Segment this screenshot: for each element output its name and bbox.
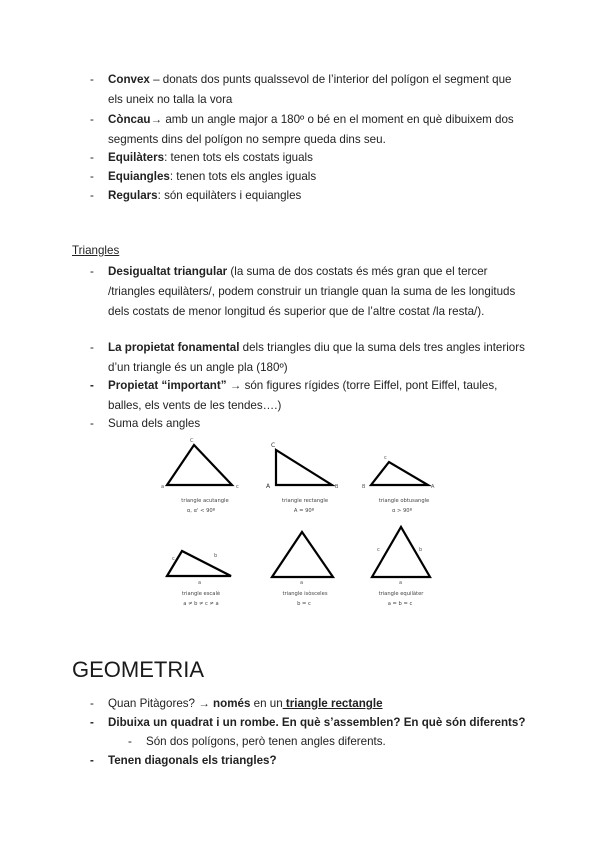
geometria-heading: GEOMETRIA bbox=[72, 657, 205, 682]
term-concau: Còncau bbox=[108, 113, 151, 126]
desc-propietat-important: → són figures rígides (torre Eiffel, pont Eiffel, taules, balles, els vents de les tendes….) bbox=[108, 379, 498, 412]
list-item-convex bbox=[108, 70, 528, 110]
side-label: b bbox=[214, 553, 218, 559]
acute-triangle bbox=[167, 445, 232, 485]
desc-convex: – donats dos punts qualssevol de l’interior del polígon el segment que els uneix no talla la vora bbox=[108, 73, 512, 106]
caption-right: triangle rectangle bbox=[281, 498, 329, 504]
vertex-label: c bbox=[384, 455, 387, 461]
vertex-label: B bbox=[362, 484, 366, 490]
term-equilaters: Equilàters bbox=[108, 151, 165, 164]
caption-isosceles-note: b = c bbox=[297, 601, 311, 607]
bullet: - bbox=[90, 73, 94, 86]
list-item-quadrat-rombe: Dibuixa un quadrat i un rombe. En què s’assemblen? En què són diferents? bbox=[108, 716, 526, 729]
vertex-label: A bbox=[266, 483, 271, 490]
q1-underline: triangle rectangle bbox=[282, 697, 383, 710]
vertex-label: c bbox=[236, 484, 239, 490]
q1-prefix: Quan Pitàgores? → bbox=[108, 697, 214, 710]
list-item-diagonals: Tenen diagonals els triangles? bbox=[108, 754, 277, 767]
vertex-label: C bbox=[271, 442, 276, 449]
side-label: a bbox=[300, 580, 304, 586]
list-item-regulars bbox=[108, 186, 528, 206]
list-item-desigualtat bbox=[108, 262, 528, 322]
desc-desigualtat: (la suma de dos costats és més gran que el tercer /triangles equilàters/, podem construir un triangle quan la suma de les longituds dels costats de menor longitud és superior que de l’altre costat /la resta/). bbox=[108, 265, 516, 318]
desc-equiangles: : tenen tots els angles iguals bbox=[169, 170, 317, 183]
desc-regulars: : són equilàters i equiangles bbox=[157, 189, 302, 202]
bullet: - bbox=[90, 716, 94, 729]
right-triangle bbox=[276, 450, 332, 485]
list-item-pitagores bbox=[108, 694, 528, 714]
side-label: a bbox=[198, 580, 202, 586]
bullet: - bbox=[90, 265, 94, 278]
bullet: - bbox=[90, 341, 94, 354]
obtuse-triangle bbox=[371, 462, 428, 485]
side-label: c bbox=[172, 556, 175, 562]
caption-scalene-note: a ≠ b ≠ c ≠ a bbox=[183, 601, 219, 607]
term-desigualtat: Desigualtat triangular bbox=[108, 265, 228, 278]
list-item-propietat-important bbox=[108, 376, 528, 416]
desc-concau: → amb un angle major a 180º o bé en el moment en què dibuixem dos segments dins del polígon no sempre queda dins seu. bbox=[108, 113, 514, 146]
caption-equilateral-note: a = b = c bbox=[387, 601, 413, 607]
list-item-propietat-fonamental bbox=[108, 338, 528, 378]
vertex-label: C bbox=[190, 438, 194, 444]
term-equiangles: Equiangles bbox=[108, 170, 170, 183]
scalene-triangle bbox=[167, 551, 231, 576]
caption-scalene: triangle escalè bbox=[181, 591, 221, 597]
bullet: - bbox=[90, 113, 94, 126]
vertex-label: a bbox=[161, 484, 165, 490]
term-convex: Convex bbox=[108, 73, 150, 86]
desc-equilaters: : tenen tots els costats iguals bbox=[164, 151, 313, 164]
bullet: - bbox=[90, 417, 94, 430]
list-item-equilaters bbox=[108, 148, 528, 168]
caption-isosceles: triangle isòsceles bbox=[282, 591, 328, 597]
side-label: b bbox=[419, 547, 423, 553]
list-item-concau bbox=[108, 110, 528, 150]
vertex-label: A bbox=[431, 484, 435, 490]
side-label: a bbox=[399, 580, 403, 586]
vertex-label: B bbox=[335, 484, 339, 490]
bullet: - bbox=[90, 170, 94, 183]
equilateral-triangle bbox=[372, 527, 430, 577]
caption-obtuse: triangle obtusangle bbox=[378, 498, 430, 504]
bullet: - bbox=[90, 189, 94, 202]
list-item-equiangles bbox=[108, 167, 528, 187]
caption-acute-note: α, α' < 90º bbox=[186, 508, 216, 514]
caption-equilateral: triangle equilàter bbox=[378, 591, 424, 597]
list-subitem-answer: Són dos polígons, però tenen angles diferents. bbox=[146, 735, 386, 748]
caption-acute: triangle acutangle bbox=[181, 498, 229, 504]
term-propietat-fonamental: La propietat fonamental bbox=[108, 341, 240, 354]
q1-mid: en un bbox=[250, 697, 283, 710]
desc-suma-angles: Suma dels angles bbox=[108, 417, 201, 430]
bullet: - bbox=[90, 697, 94, 710]
sub-bullet: - bbox=[128, 735, 132, 748]
caption-right-note: A = 90º bbox=[293, 508, 315, 514]
bullet: - bbox=[90, 151, 94, 164]
q1-bold: només bbox=[213, 697, 251, 710]
isosceles-triangle bbox=[272, 532, 333, 577]
bullet: - bbox=[90, 754, 94, 767]
term-propietat-important: Propietat “important” bbox=[108, 379, 227, 392]
triangles-heading: Triangles bbox=[72, 244, 120, 257]
bullet: - bbox=[90, 379, 94, 392]
side-label: c bbox=[377, 547, 380, 553]
term-regulars: Regulars bbox=[108, 189, 158, 202]
caption-obtuse-note: α > 90º bbox=[391, 508, 413, 514]
list-item-suma-angles bbox=[108, 414, 528, 434]
desc-propietat-fonamental: dels triangles diu que la suma dels tres angles interiors d’un triangle és un angle pla (180º) bbox=[108, 341, 525, 374]
